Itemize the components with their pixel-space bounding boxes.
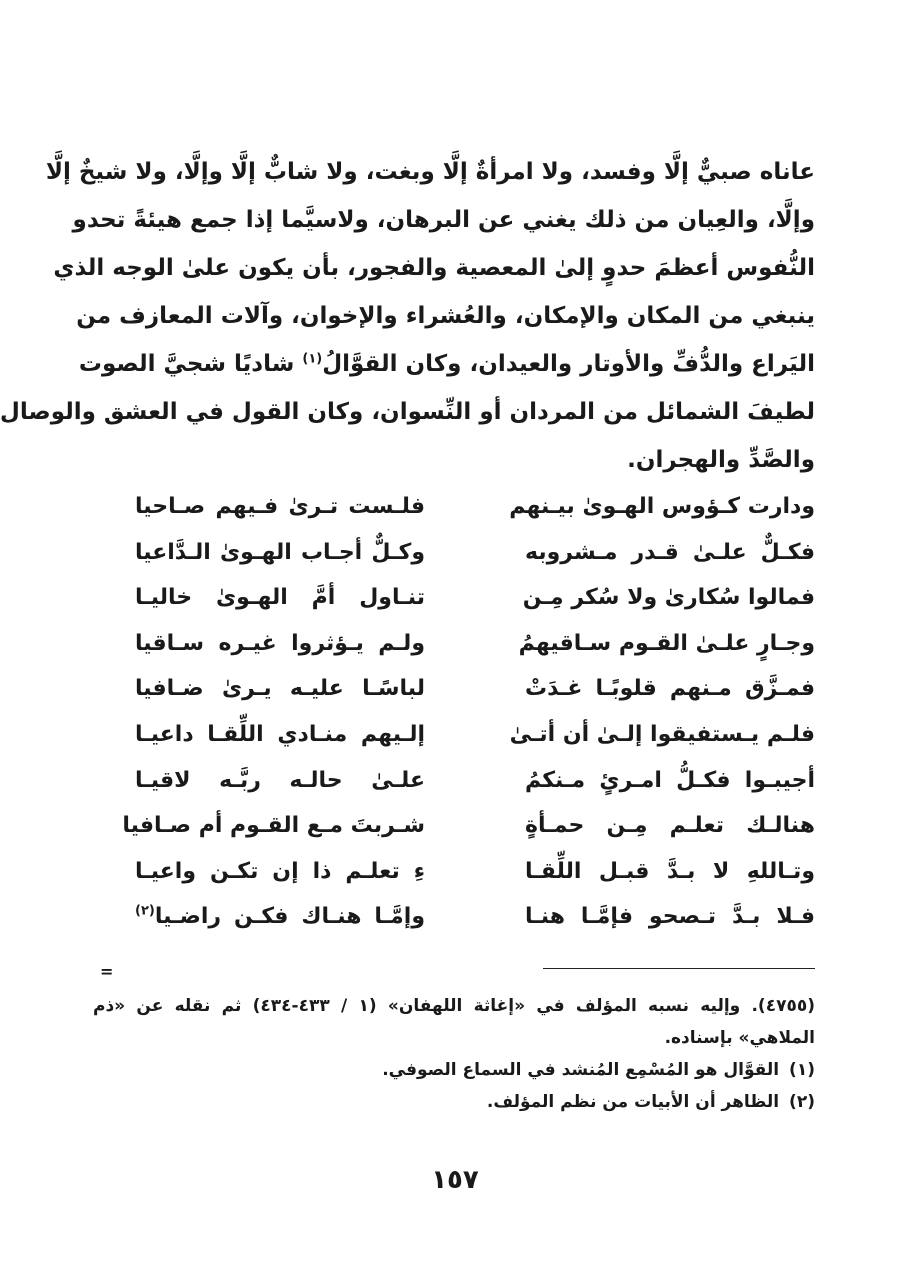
hemistich-text: وإمَّـا هنـاك فكـن راضـيا — [154, 904, 425, 930]
verse-second-hemistich: وكـلٌّ أجـاب الهـوىٰ الـدَّاعيا — [135, 539, 425, 565]
verse-first-hemistich: فمـزَّق مـنهم قلوبًـا غـدَتْ — [525, 676, 815, 702]
verse — [93, 758, 815, 804]
verse-first-hemistich: فكـلٌّ علـىٰ قـدر مـشروبه — [525, 539, 815, 565]
verse-second-hemistich: ءِ تعلـم ذا إن تكـن واعيـا — [135, 858, 425, 884]
footnotes — [93, 990, 815, 1118]
verse-second-hemistich — [135, 894, 425, 940]
footnote-2 — [93, 1086, 815, 1118]
poem — [93, 484, 815, 940]
prose-line: لطيفَ الشمائل من المردان أو النِّسوان، وكان القول في العشق والوصال — [0, 399, 815, 425]
verse-first-hemistich: أجيبـوا فكـلُّ امـرئٍ مـنكمُ — [525, 767, 815, 793]
prose-line: النُّفوس أعظمَ حدوٍ إلىٰ المعصية والفجور، بأن يكون علىٰ الوجه الذي — [53, 255, 815, 281]
verse — [93, 530, 815, 576]
prose-line: والصَّدِّ والهجران. — [627, 447, 815, 473]
footnote-1 — [93, 1054, 815, 1086]
prose-line-with-footnote — [78, 340, 815, 388]
footnote-continued-line: الملاهي» بإسناده. — [664, 1028, 815, 1048]
verse — [93, 849, 815, 895]
verse — [93, 666, 815, 712]
verse — [93, 575, 815, 621]
verse-first-hemistich: فلـم يـستفيقوا إلـىٰ أن أتـىٰ — [509, 721, 815, 747]
prose-line-end: شاديًا شجيَّ الصوت — [78, 351, 303, 377]
footnote-continued-line: (٤٧٥٥). وإليه نسبه المؤلف في «إغاثة اللهفان» (١ / ٤٣٣-٤٣٤) ثم نقله عن «ذم — [93, 996, 816, 1016]
footnote-separator — [543, 968, 815, 969]
verse-second-hemistich: ولـم يـؤثروا غيـره سـاقيا — [135, 630, 425, 656]
verse-second-hemistich: تنـاول أمَّ الهـوىٰ خاليـا — [135, 585, 425, 611]
prose-line: ينبغي من المكان والإمكان، والعُشراء والإخوان، وآلات المعازف من — [76, 303, 815, 329]
verse-first-hemistich: هنالـك تعلـم مِـن حمـأةٍ — [525, 813, 815, 839]
verse — [93, 894, 815, 940]
verse — [93, 621, 815, 667]
verse-first-hemistich: فـلا بـدَّ تـصحو فإمَّـا هنـا — [525, 904, 815, 930]
footnote-ref-2[interactable]: (٢) — [135, 904, 155, 920]
verse-first-hemistich: ودارت كـؤوس الهـوىٰ بيـنهم — [509, 494, 815, 519]
prose-line: وإلَّا، والعِيان من ذلك يغني عن البرهان، ولاسيَّما إذا جمع هيئةً تحدو — [72, 207, 815, 233]
prose-paragraph — [0, 148, 815, 484]
prose-line-start: اليَراع والدُّفِّ والأوتار والعيدان، وكان القوَّالُ — [322, 351, 815, 377]
footnote-number: (١) — [789, 1060, 815, 1080]
verse-second-hemistich: لباسًـا عليـه يـرىٰ ضـافيا — [135, 676, 425, 702]
verse-first-hemistich: وجـارٍ علـىٰ القـوم سـاقيهمُ — [518, 630, 815, 656]
footnote-continuation-mark: = — [100, 962, 114, 981]
verse-second-hemistich: إلـيهم منـادي اللِّقـا داعيـا — [135, 721, 425, 747]
footnote-number: (٢) — [789, 1092, 815, 1112]
prose-line: عاناه صبيٌّ إلَّا وفسد، ولا امرأةٌ إلَّا وبغت، ولا شابٌّ إلَّا وإلَّا، ولا شيخٌ إلَّا — [45, 159, 815, 185]
verse — [93, 484, 815, 530]
verse-second-hemistich: شـربتَ مـع القـوم أم صـافيا — [122, 813, 425, 839]
footnote-ref-1[interactable]: (١) — [302, 351, 323, 367]
verse-first-hemistich: فمالوا سُكارىٰ ولا سُكر مِـن — [522, 585, 815, 611]
verse-second-hemistich: فلـست تـرىٰ فـيهم صـاحيا — [135, 494, 425, 519]
verse — [93, 803, 815, 849]
verse-second-hemistich: علـىٰ حالـه ربَّـه لاقيـا — [135, 767, 425, 793]
footnote-text: القوَّال هو المُسْمِع المُنشد في السماع الصوفي. — [382, 1060, 780, 1080]
verse — [93, 712, 815, 758]
page-number: ١٥٧ — [431, 1165, 479, 1195]
verse-first-hemistich: وتـاللهِ لا بـدَّ قبـل اللِّقـا — [525, 858, 815, 884]
footnote-text: الظاهر أن الأبيات من نظم المؤلف. — [486, 1092, 780, 1112]
